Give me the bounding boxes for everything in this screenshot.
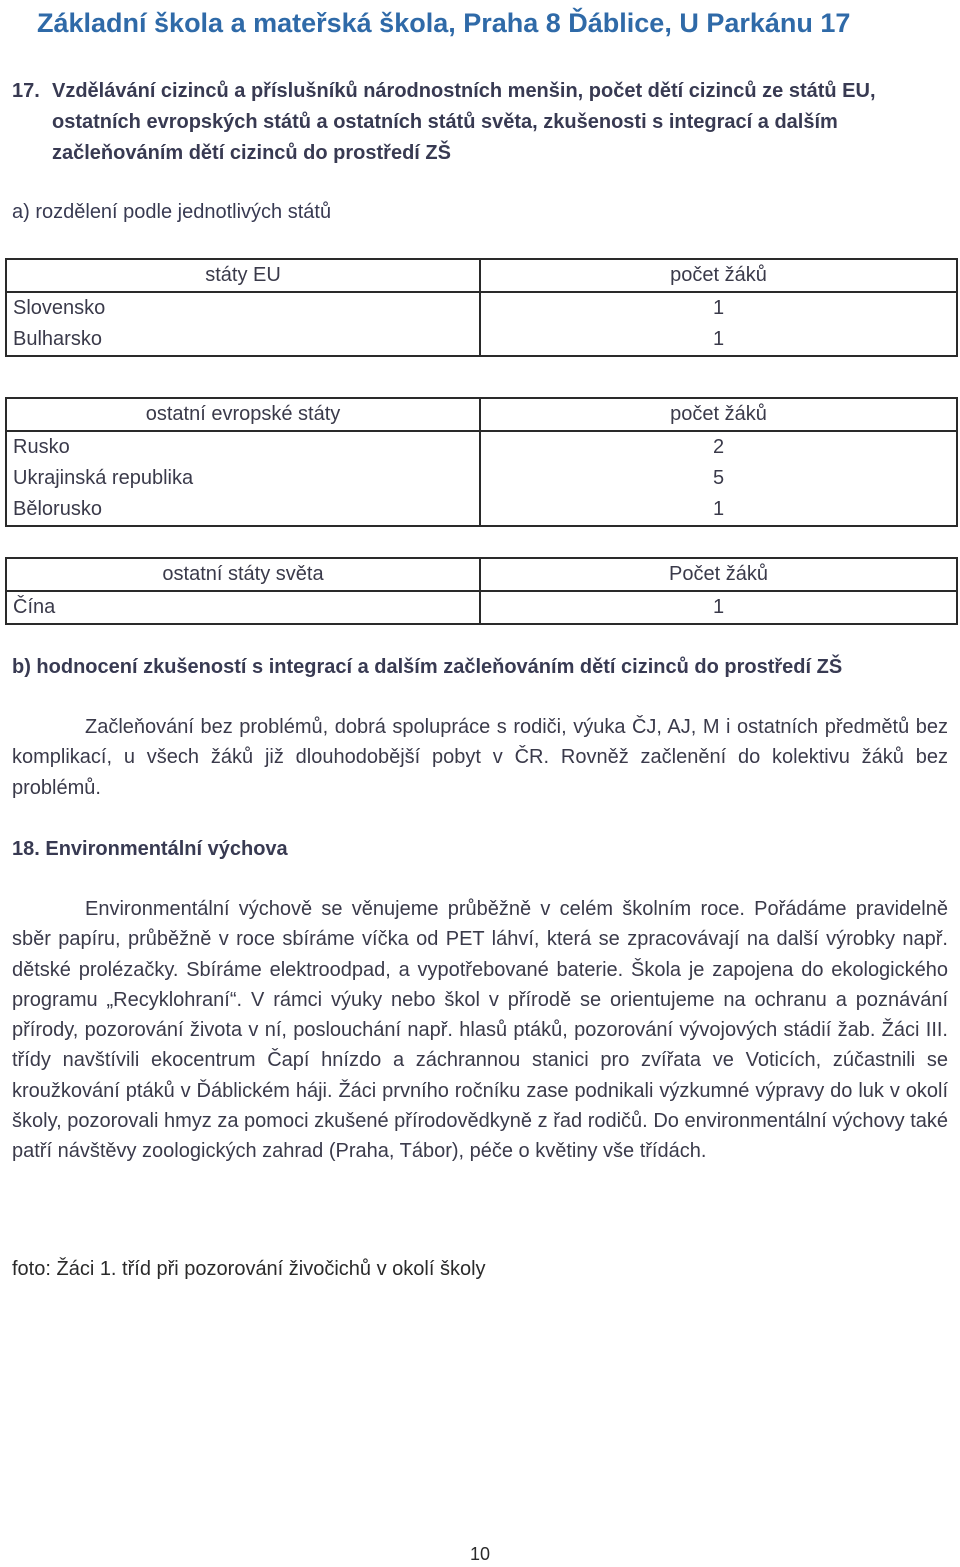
country-cell: Čína bbox=[6, 591, 480, 624]
integration-paragraph bbox=[12, 712, 948, 803]
section-17-title-line-2: ostatních evropských států a ostatních států světa, zkušenosti s integrací a dalším bbox=[52, 111, 838, 133]
country-cell: Slovensko bbox=[6, 292, 480, 324]
photo-caption: foto: Žáci 1. tříd při pozorování živočichů v okolí školy bbox=[12, 1258, 486, 1280]
table-row bbox=[6, 494, 957, 526]
integration-paragraph-text: Začleňování bez problémů, dobrá spolupráce s rodiči, výuka ČJ, AJ, M i ostatních předmětů bez komplikací, u všech žáků již dlouhodobější pobyt v ČR. Rovněž začlenění do kolektivu žáků bez problémů. bbox=[12, 716, 948, 799]
country-cell: Rusko bbox=[6, 431, 480, 463]
section-17-title-line-1: Vzdělávání cizinců a příslušníků národnostních menšin, počet dětí cizinců ze států EU, bbox=[52, 80, 876, 102]
table-row bbox=[6, 463, 957, 494]
count-cell: 1 bbox=[480, 591, 957, 624]
section-18-heading: 18. Environmentální výchova bbox=[12, 838, 288, 860]
environment-paragraph bbox=[12, 894, 948, 1167]
count-cell: 1 bbox=[480, 292, 957, 324]
table-header-count: počet žáků bbox=[480, 259, 957, 292]
table-row bbox=[6, 324, 957, 356]
table-header-states: státy EU bbox=[6, 259, 480, 292]
count-cell: 1 bbox=[480, 324, 957, 356]
subsection-b-heading: b) hodnocení zkušeností s integrací a dalším začleňováním dětí cizinců do prostředí ZŠ bbox=[12, 656, 843, 678]
section-17-title-line-3: začleňováním dětí cizinců do prostředí ZŠ bbox=[52, 142, 451, 164]
table-row bbox=[6, 431, 957, 463]
school-title: Základní škola a mateřská škola, Praha 8 Ďáblice, U Parkánu 17 bbox=[37, 8, 851, 38]
table-header-states: ostatní evropské státy bbox=[6, 398, 480, 431]
table-other-european-states bbox=[5, 397, 958, 527]
table-header-count: Počet žáků bbox=[480, 558, 957, 591]
table-row bbox=[6, 292, 957, 324]
count-cell: 1 bbox=[480, 494, 957, 526]
table-header-row bbox=[6, 398, 957, 431]
table-eu-states bbox=[5, 258, 958, 357]
country-cell: Bělorusko bbox=[6, 494, 480, 526]
table-header-count: počet žáků bbox=[480, 398, 957, 431]
section-17-number: 17. bbox=[12, 80, 40, 102]
country-cell: Ukrajinská republika bbox=[6, 463, 480, 494]
table-other-world-states bbox=[5, 557, 958, 625]
environment-paragraph-text: Environmentální výchově se věnujeme průběžně v celém školním roce. Pořádáme pravidelně sběr papíru, průběžně v roce sbíráme víčka od PET láhví, která se zpracovávají na další výrobky např. dětské prolézačky. Sbíráme elektroodpad, a vypotřebované baterie. Škola je zapojena do ekologického programu „Recyklohraní“. V rámci výuky nebo škol v přírodě se orientujeme na ochranu a poznávání přírody, pozorování života v ní, poslouchání např. hlasů ptáků, pozorování vývojových stádií žab. Žáci III. třídy navštívili ekocentrum Čapí hnízdo a záchrannou stanici pro zvířata ve Voticích, zúčastnili se kroužkování ptáků v Ďáblickém háji. Žáci prvního ročníku zase podnikali výzkumné výpravy do luk v okolí školy, pozorovali hmyz za pomoci zkušené přírodovědkyně z řad rodičů. Do environmentální výchovy také patří návštěvy zoologických zahrad (Praha, Tábor), péče o květiny vše třídách. bbox=[12, 898, 948, 1163]
count-cell: 2 bbox=[480, 431, 957, 463]
section-17-heading-line-1 bbox=[12, 76, 950, 107]
subsection-a-heading: a) rozdělení podle jednotlivých států bbox=[12, 201, 332, 223]
table-row bbox=[6, 591, 957, 624]
count-cell: 5 bbox=[480, 463, 957, 494]
table-header-states: ostatní státy světa bbox=[6, 558, 480, 591]
table-header-row bbox=[6, 259, 957, 292]
section-17-heading bbox=[12, 76, 950, 169]
country-cell: Bulharsko bbox=[6, 324, 480, 356]
table-header-row bbox=[6, 558, 957, 591]
page-number: 10 bbox=[469, 1544, 491, 1564]
